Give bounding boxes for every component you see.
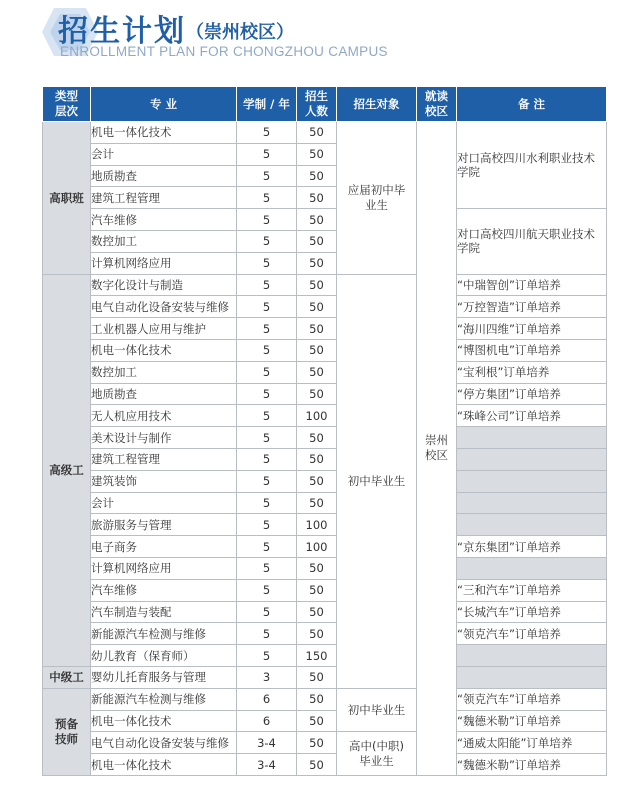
table-row <box>43 122 607 144</box>
major-cell: 机电一体化技术 <box>91 122 237 144</box>
duration-cell: 5 <box>237 405 297 427</box>
category-gaoji: 高级工 <box>43 274 91 666</box>
duration-cell: 5 <box>237 536 297 558</box>
major-cell: 数控加工 <box>91 361 237 383</box>
quota-cell: 50 <box>297 710 337 732</box>
major-cell: 会计 <box>91 492 237 514</box>
table-row <box>43 754 607 776</box>
major-cell: 旅游服务与管理 <box>91 514 237 536</box>
major-cell: 无人机应用技术 <box>91 405 237 427</box>
note-cell <box>457 514 607 536</box>
duration-cell: 5 <box>237 339 297 361</box>
quota-cell: 50 <box>297 209 337 231</box>
quota-cell: 50 <box>297 666 337 688</box>
duration-cell: 5 <box>237 252 297 274</box>
major-cell: 工业机器人应用与维护 <box>91 318 237 340</box>
table-row <box>43 427 607 449</box>
duration-cell: 6 <box>237 688 297 710</box>
duration-cell: 5 <box>237 492 297 514</box>
duration-cell: 5 <box>237 230 297 252</box>
quota-cell: 50 <box>297 230 337 252</box>
major-cell: 机电一体化技术 <box>91 754 237 776</box>
category-gaozhi: 高职班 <box>43 122 91 275</box>
note-cell: “停方集团”订单培养 <box>457 383 607 405</box>
duration-cell: 5 <box>237 557 297 579</box>
note-cell: “魏德米勒”订单培养 <box>457 710 607 732</box>
quota-cell: 50 <box>297 470 337 492</box>
note-cell: “海川四维”订单培养 <box>457 318 607 340</box>
quota-cell: 50 <box>297 143 337 165</box>
note-cell: “领克汽车”订单培养 <box>457 623 607 645</box>
header-quota: 招生人数 <box>297 87 337 122</box>
duration-cell: 5 <box>237 514 297 536</box>
note-cell: “魏德米勒”订单培养 <box>457 754 607 776</box>
quota-cell: 50 <box>297 339 337 361</box>
table-header-row <box>43 87 607 122</box>
major-cell: 数字化设计与制造 <box>91 274 237 296</box>
quota-cell: 50 <box>297 688 337 710</box>
duration-cell: 5 <box>237 274 297 296</box>
table-row <box>43 666 607 688</box>
note-cell <box>457 666 607 688</box>
quota-cell: 50 <box>297 165 337 187</box>
major-cell: 数控加工 <box>91 230 237 252</box>
duration-cell: 5 <box>237 427 297 449</box>
major-cell: 美术设计与制作 <box>91 427 237 449</box>
note-cell: “中瑞智创”订单培养 <box>457 274 607 296</box>
major-cell: 计算机网络应用 <box>91 252 237 274</box>
major-cell: 汽车维修 <box>91 579 237 601</box>
major-cell: 地质勘查 <box>91 165 237 187</box>
note-cell <box>457 427 607 449</box>
duration-cell: 5 <box>237 623 297 645</box>
note-cell <box>457 448 607 470</box>
note-cell: “万控智造”订单培养 <box>457 296 607 318</box>
quota-cell: 50 <box>297 187 337 209</box>
table-row <box>43 601 607 623</box>
duration-cell: 5 <box>237 645 297 667</box>
note-cell: “三和汽车”订单培养 <box>457 579 607 601</box>
table-row <box>43 296 607 318</box>
major-cell: 计算机网络应用 <box>91 557 237 579</box>
major-cell: 地质勘查 <box>91 383 237 405</box>
duration-cell: 5 <box>237 448 297 470</box>
duration-cell: 5 <box>237 143 297 165</box>
header-target: 招生对象 <box>337 87 417 122</box>
duration-cell: 3-4 <box>237 754 297 776</box>
note-cell <box>457 645 607 667</box>
note-cell: “珠峰公司”订单培养 <box>457 405 607 427</box>
duration-cell: 5 <box>237 383 297 405</box>
table-row <box>43 514 607 536</box>
note-cell <box>457 557 607 579</box>
duration-cell: 5 <box>237 579 297 601</box>
quota-cell: 50 <box>297 623 337 645</box>
page-title: 招生计划 <box>58 14 186 49</box>
major-cell: 建筑工程管理 <box>91 187 237 209</box>
header-major: 专 业 <box>91 87 237 122</box>
english-title: ENROLLMENT PLAN FOR CHONGZHOU CAMPUS <box>60 44 388 59</box>
quota-cell: 50 <box>297 557 337 579</box>
major-cell: 婴幼儿托育服务与管理 <box>91 666 237 688</box>
page-subtitle: （崇州校区） <box>186 22 294 43</box>
major-cell: 会计 <box>91 143 237 165</box>
duration-cell: 5 <box>237 209 297 231</box>
header-category: 类型层次 <box>43 87 91 122</box>
table-row <box>43 732 607 754</box>
quota-cell: 100 <box>297 536 337 558</box>
quota-cell: 100 <box>297 514 337 536</box>
note-cell: “京东集团”订单培养 <box>457 536 607 558</box>
quota-cell: 100 <box>297 405 337 427</box>
major-cell: 电气自动化设备安装与维修 <box>91 296 237 318</box>
table-row <box>43 448 607 470</box>
table-row <box>43 688 607 710</box>
duration-cell: 5 <box>237 470 297 492</box>
duration-cell: 5 <box>237 601 297 623</box>
major-cell: 汽车维修 <box>91 209 237 231</box>
table-row <box>43 623 607 645</box>
duration-cell: 5 <box>237 122 297 144</box>
major-cell: 电子商务 <box>91 536 237 558</box>
quota-cell: 50 <box>297 252 337 274</box>
table-row <box>43 209 607 231</box>
quota-cell: 50 <box>297 318 337 340</box>
table-row <box>43 318 607 340</box>
target-cell: 高中(中职)毕业生 <box>337 732 417 776</box>
quota-cell: 50 <box>297 754 337 776</box>
duration-cell: 5 <box>237 296 297 318</box>
note-cell: 对口高校四川航天职业技术学院 <box>457 209 607 274</box>
header-campus: 就读校区 <box>417 87 457 122</box>
target-cell: 初中毕业生 <box>337 688 417 732</box>
quota-cell: 50 <box>297 296 337 318</box>
duration-cell: 3 <box>237 666 297 688</box>
major-cell: 新能源汽车检测与维修 <box>91 623 237 645</box>
major-cell: 建筑工程管理 <box>91 448 237 470</box>
table-row <box>43 579 607 601</box>
note-cell <box>457 470 607 492</box>
campus-cell: 崇州校区 <box>417 122 457 776</box>
quota-cell: 50 <box>297 361 337 383</box>
quota-cell: 50 <box>297 601 337 623</box>
major-cell: 建筑装饰 <box>91 470 237 492</box>
table-row <box>43 470 607 492</box>
target-cell: 初中毕业生 <box>337 274 417 688</box>
major-cell: 机电一体化技术 <box>91 339 237 361</box>
note-cell: “宝利根”订单培养 <box>457 361 607 383</box>
note-cell: “长城汽车”订单培养 <box>457 601 607 623</box>
table-row <box>43 557 607 579</box>
duration-cell: 5 <box>237 165 297 187</box>
note-cell <box>457 492 607 514</box>
note-cell: “博图机电”订单培养 <box>457 339 607 361</box>
quota-cell: 50 <box>297 274 337 296</box>
quota-cell: 50 <box>297 383 337 405</box>
major-cell: 汽车制造与装配 <box>91 601 237 623</box>
duration-cell: 3-4 <box>237 732 297 754</box>
quota-cell: 50 <box>297 427 337 449</box>
category-zhongji: 中级工 <box>43 666 91 688</box>
major-cell: 幼儿教育（保育师） <box>91 645 237 667</box>
major-cell: 电气自动化设备安装与维修 <box>91 732 237 754</box>
table-row <box>43 383 607 405</box>
table-row <box>43 492 607 514</box>
duration-cell: 5 <box>237 361 297 383</box>
duration-cell: 5 <box>237 318 297 340</box>
note-cell: “通威太阳能”订单培养 <box>457 732 607 754</box>
quota-cell: 50 <box>297 732 337 754</box>
table-row <box>43 339 607 361</box>
target-cell: 应届初中毕业生 <box>337 122 417 275</box>
table-row <box>43 710 607 732</box>
duration-cell: 6 <box>237 710 297 732</box>
quota-cell: 50 <box>297 122 337 144</box>
table-row <box>43 645 607 667</box>
note-cell: 对口高校四川水利职业技术学院 <box>457 122 607 209</box>
duration-cell: 5 <box>237 187 297 209</box>
table-row <box>43 274 607 296</box>
header-note: 备 注 <box>457 87 607 122</box>
quota-cell: 150 <box>297 645 337 667</box>
table-row <box>43 405 607 427</box>
note-cell: “领克汽车”订单培养 <box>457 688 607 710</box>
major-cell: 机电一体化技术 <box>91 710 237 732</box>
quota-cell: 50 <box>297 448 337 470</box>
quota-cell: 50 <box>297 492 337 514</box>
major-cell: 新能源汽车检测与维修 <box>91 688 237 710</box>
table-row <box>43 536 607 558</box>
header-duration: 学制 / 年 <box>237 87 297 122</box>
quota-cell: 50 <box>297 579 337 601</box>
table-row <box>43 361 607 383</box>
category-yubei: 预备技师 <box>43 688 91 775</box>
enrollment-table <box>42 86 607 776</box>
